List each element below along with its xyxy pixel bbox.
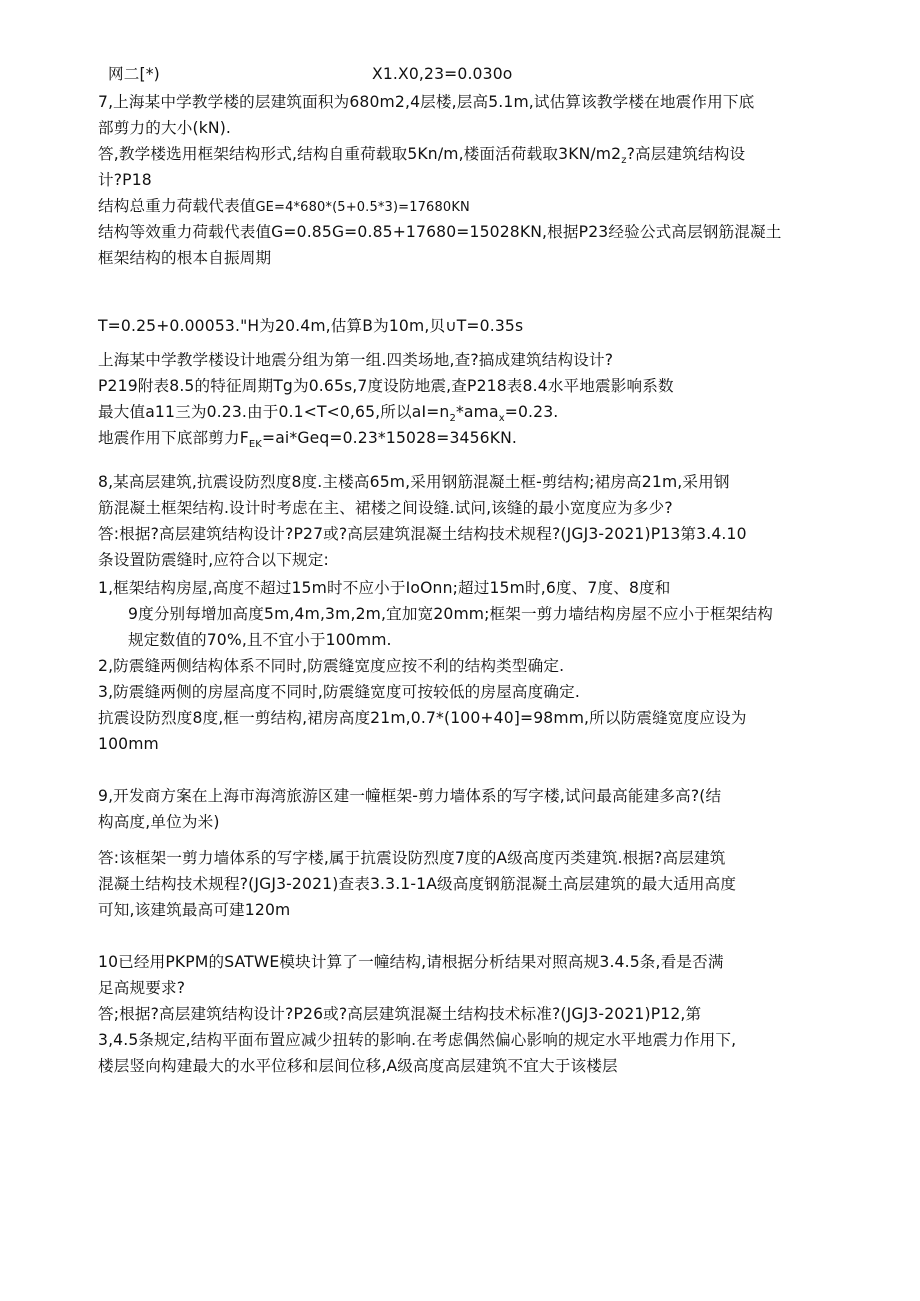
q7-geq-line-1: 结构等效重力荷载代表值G=0.85G=0.85+17680=15028KN,根据P23经验公式高层钢筋混凝土: [98, 223, 782, 241]
q8-conclusion-line-2: 100mm: [98, 735, 159, 753]
q9-answer-line-2: 混凝土结构技术规程?(JGJ3-2021)查表3.3.1-1A级高度钢筋混凝土高层建筑的最大适用高度: [98, 875, 737, 893]
header-left: 网二[*): [108, 65, 160, 83]
q8-question-line-2: 筋混凝土框架结构.设计时考虑在主、裙楼之间设缝.试问,该缝的最小宽度应为多少?: [98, 499, 673, 517]
q7-answer-line-1: [98, 144, 746, 167]
q7-force-sub: EK: [248, 439, 263, 451]
q7-site-text-b: *ama: [455, 403, 499, 421]
q8-rule-1-line-2: 9度分别每增加高度5m,4m,3m,2m,宜加宽20mm;框架一剪力墙结构房屋不应小于框架结构: [128, 605, 773, 623]
header-right: X1.X0,23=0.030o: [372, 65, 513, 83]
q7-answer-line-2: 计?P18: [98, 171, 152, 189]
q9-question-line-2: 构高度,单位为米): [98, 813, 220, 831]
q7-site-line-1: 上海某中学教学楼设计地震分组为第一组.四类场地,查?搞成建筑结构设计?: [98, 351, 614, 369]
q7-question-line-1: 7,上海某中学教学楼的层建筑面积为680m2,4层楼,层高5.1m,试估算该教学楼在地震作用下底: [98, 93, 755, 111]
q7-geq-line-2: 框架结构的根本自振周期: [98, 249, 272, 267]
q9-answer-line-1: 答:该框架一剪力墙体系的写字楼,属于抗震设防烈度7度的A级高度丙类建筑.根据?高层建筑: [98, 849, 726, 867]
q7-period-line: T=0.25+0.00053."H为20.4m,估算B为10m,贝∪T=0.35s: [98, 317, 524, 335]
q7-force-text-a: 地震作用下底部剪力F: [98, 429, 249, 447]
q7-question-line-2: 部剪力的大小(kN).: [98, 119, 232, 137]
q8-conclusion-line-1: 抗震设防烈度8度,框一剪结构,裙房高度21m,0.7*(100+40]=98mm,所以防震缝宽度应设为: [98, 709, 747, 727]
q9-answer-line-3: 可知,该建筑最高可建120m: [98, 901, 291, 919]
q7-ge-formula: GE=4*680*(5+0.5*3)=17680KN: [255, 200, 470, 215]
q8-rule-1-line-1: 1,框架结构房屋,高度不超过15m时不应小于IoOnn;超过15m时,6度、7度、8度和: [98, 579, 671, 597]
q10-answer-line-3: 楼层竖向构建最大的水平位移和层间位移,A级高度高层建筑不宜大于该楼层: [98, 1057, 618, 1075]
q7-site-text-a: 最大值a11三为0.23.由于0.1<T<0,65,所以aI=n: [98, 403, 450, 421]
q8-rule-3: 3,防震缝两侧的房屋高度不同时,防震缝宽度可按较低的房屋高度确定.: [98, 683, 580, 701]
q7-answer-text-end: ?高层建筑结构设: [626, 145, 746, 163]
q7-site-line-3: [98, 402, 559, 425]
q8-answer-line-1: 答:根据?高层建筑结构设计?P27或?高层建筑混凝土结构技术规程?(JGJ3-2021)P13第3.4.10: [98, 525, 747, 543]
q9-question-line-1: 9,开发商方案在上海市海湾旅游区建一幢框架-剪力墙体系的写字楼,试问最高能建多高?(结: [98, 787, 722, 805]
q7-site-sub-2: x: [498, 413, 505, 425]
q10-question-line-1: 10已经用PKPM的SATWE模块计算了一幢结构,请根据分析结果对照高规3.4.5条,看是否满: [98, 953, 724, 971]
q7-force-line: [98, 428, 518, 451]
q8-rule-1-line-3: 规定数值的70%,且不宜小于100mm.: [128, 631, 392, 649]
q8-answer-line-2: 条设置防震缝时,应符合以下规定:: [98, 551, 329, 569]
q7-ge-line: [98, 196, 470, 218]
q7-answer-text: 答,教学楼选用框架结构形式,结构自重荷载取5Kn/m,楼面活荷载取3KN/m2: [98, 145, 622, 163]
q8-question-line-1: 8,某高层建筑,抗震设防烈度8度.主楼高65m,采用钢筋混凝土框-剪结构;裙房高21m,采用钢: [98, 473, 730, 491]
q7-site-sub-1: 2: [449, 413, 456, 425]
q10-question-line-2: 足高规要求?: [98, 979, 186, 997]
q7-ge-label: 结构总重力荷载代表值: [98, 197, 256, 215]
q7-site-text-c: =0.23.: [504, 403, 559, 421]
q8-rule-2: 2,防震缝两侧结构体系不同时,防震缝宽度应按不利的结构类型确定.: [98, 657, 565, 675]
q7-answer-subscript: z: [621, 155, 627, 167]
q10-answer-line-2: 3,4.5条规定,结构平面布置应减少扭转的影响.在考虑偶然偏心影响的规定水平地震力作用下,: [98, 1031, 737, 1049]
q10-answer-line-1: 答;根据?高层建筑结构设计?P26或?高层建筑混凝土结构技术标准?(JGJ3-2021)P12,第: [98, 1005, 702, 1023]
q7-force-text-b: =ai*Geq=0.23*15028=3456KN.: [262, 429, 518, 447]
q7-site-line-2: P219附表8.5的特征周期Tg为0.65s,7度设防地震,查P218表8.4水平地震影响系数: [98, 377, 674, 395]
